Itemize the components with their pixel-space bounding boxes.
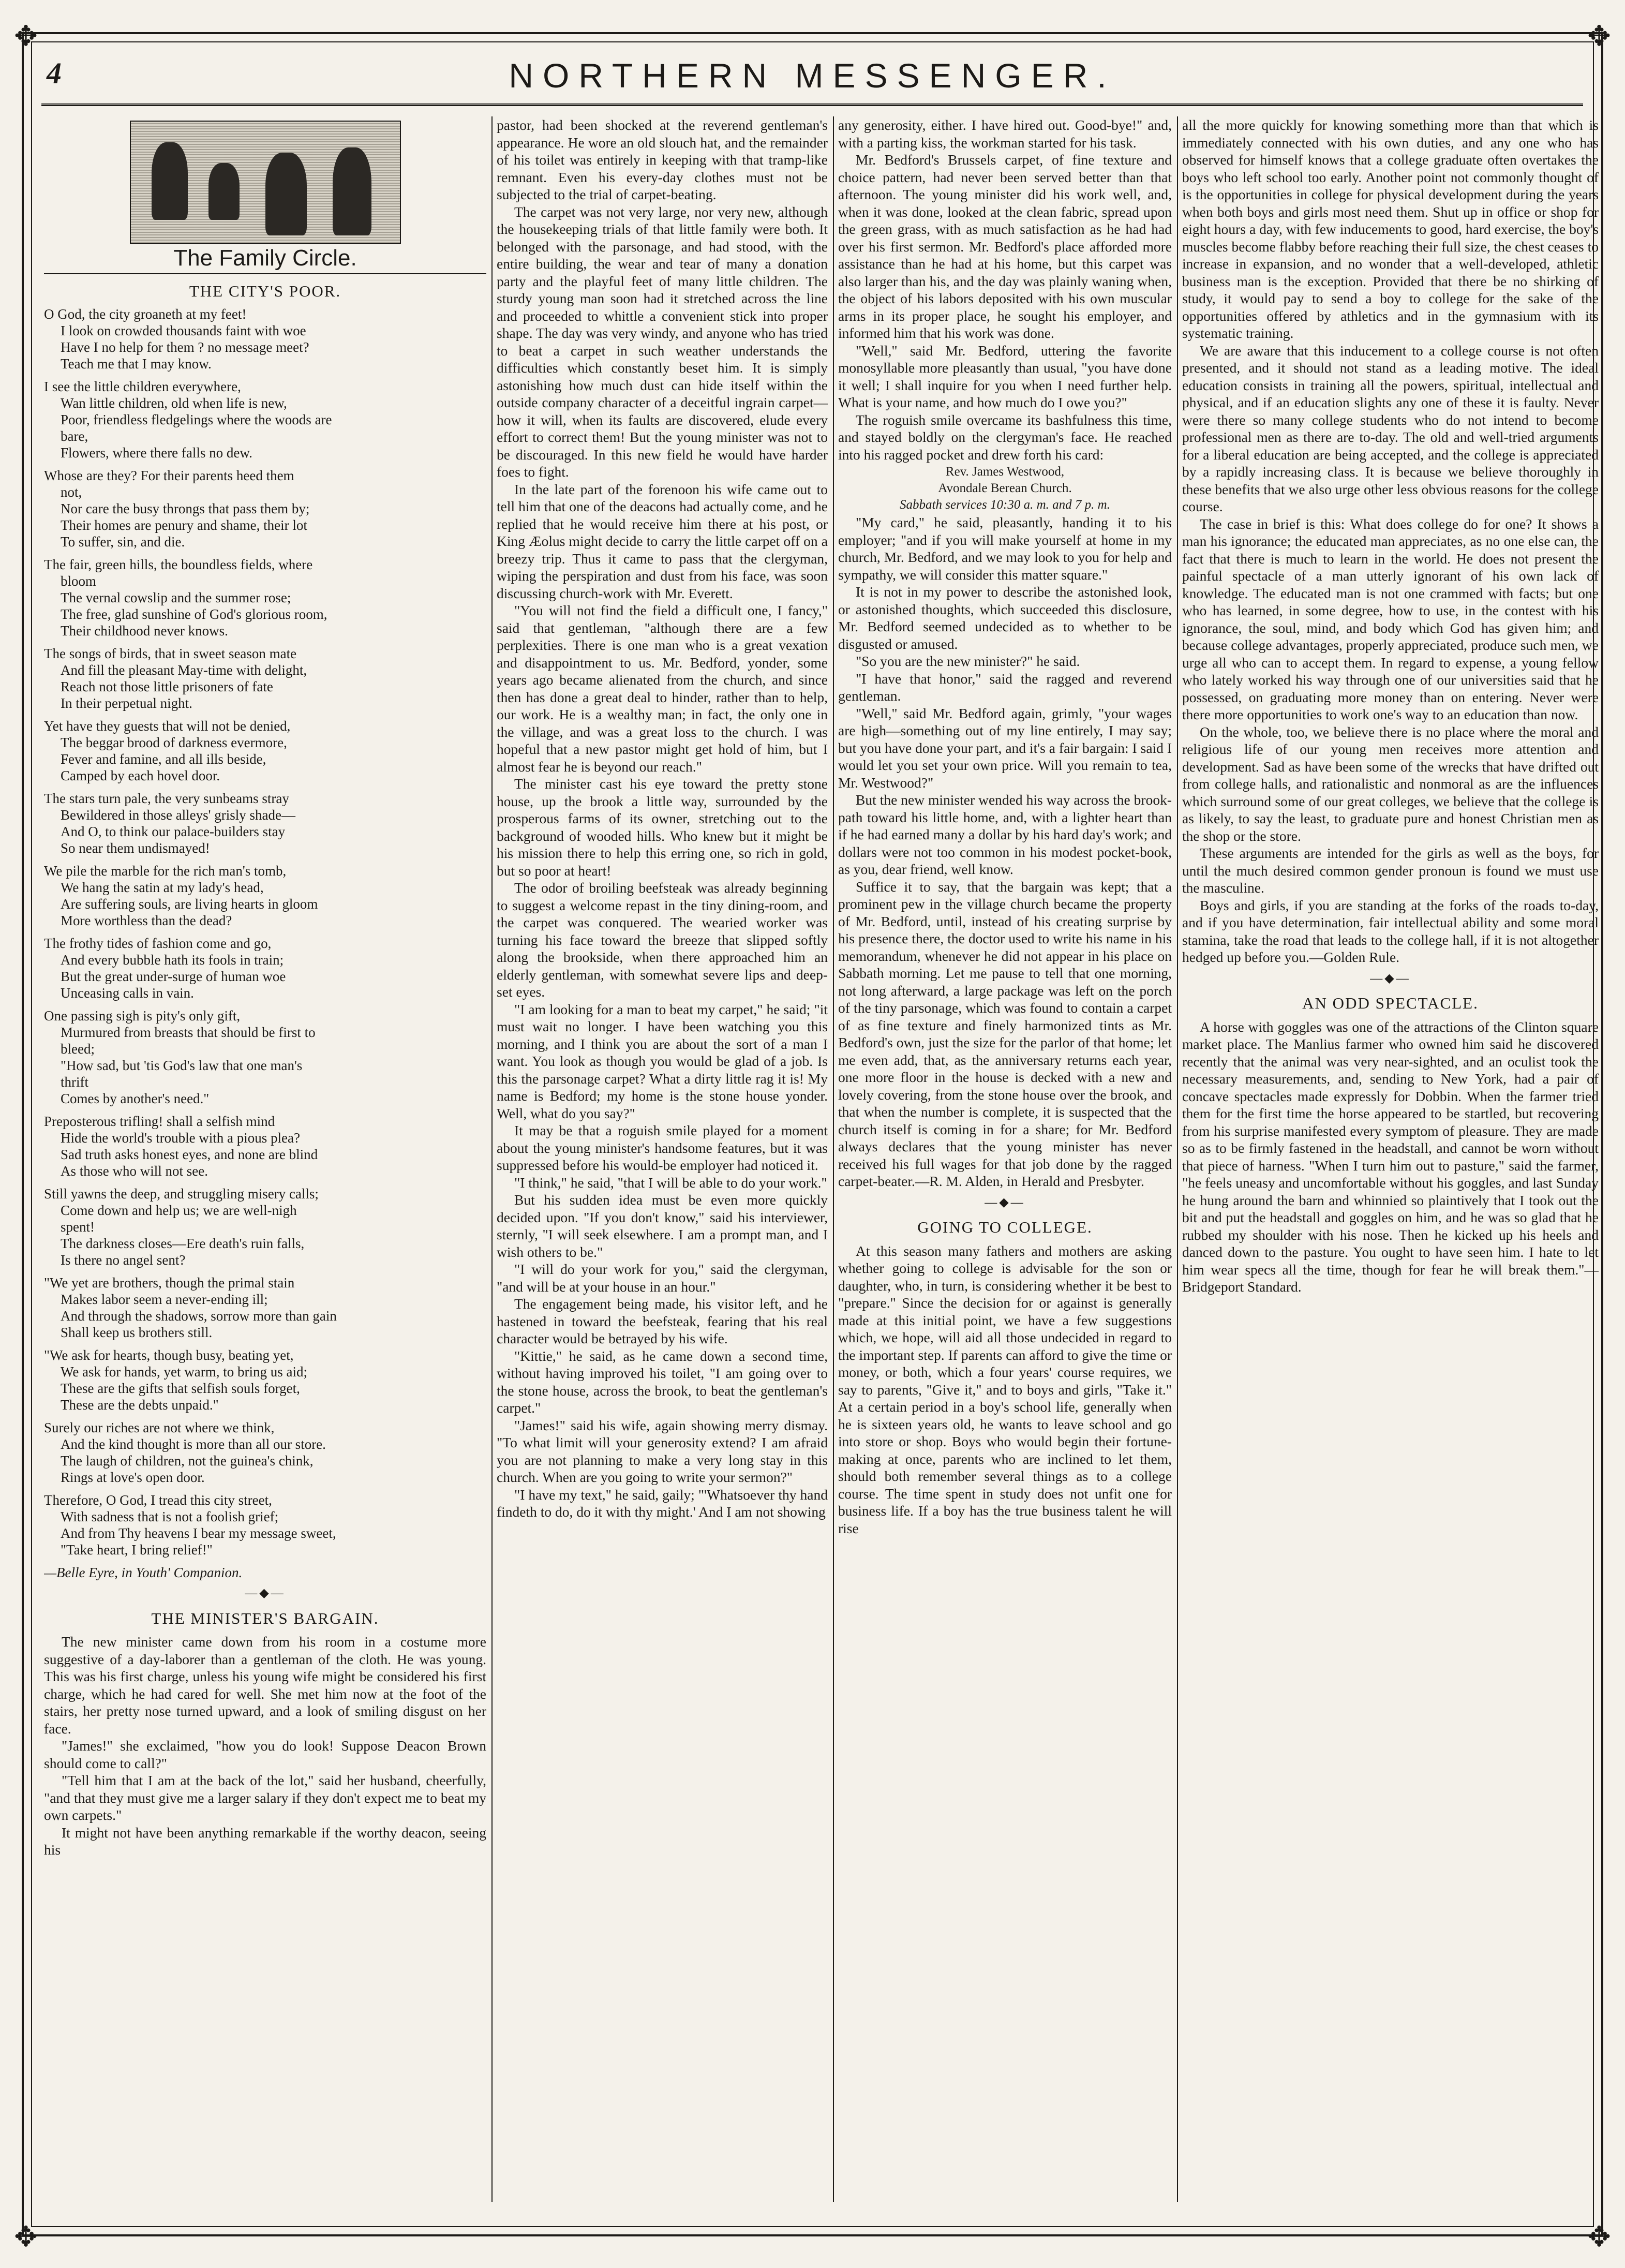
story-paragraph: "I will do your work for you," said the clergyman, "and will be at your house in an hour." [497,1261,828,1295]
poem-line: "We yet are brothers, though the primal stain [44,1275,295,1291]
poem-line: Still yawns the deep, and struggling misery calls; [44,1186,319,1202]
poem-line: Nor care the busy throngs that pass them by; [61,501,310,516]
story-paragraph: "I think," he said, "that I will be able to do your work." [514,1174,827,1191]
article-paragraph: all the more quickly for knowing something more than that which is immediately connected with his own duties, and any one who has observed for himself knows that a college graduate often overtakes the boys who left school too early. Another point not commonly thought of is the opportunities in college for physical development during the years when both boys and girls most need them. Shut up in office or shop for eight hours a day, with few inducements to good, hard exercise, the boy's muscles become flabby before reaching their full size, the chest ceases to increase in expansion, and no wonder that a well-developed, athletic business man is the exception. Provided that there be no shirking of study, it would pay to send a boy to college for the sake of the opportunities offered by athletics and in the gymnasium with its systematic training. [1182,117,1599,341]
story-paragraph: The minister cast his eye toward the pretty stone house, up the brook a little way, surrounded by the prosperous farms of its owner, stretching out to the background of wooded hills. Who knew but it might be his mission there to help this erring one, so rich in gold, but so poor at heart! [497,776,828,879]
story-paragraph: The carpet was not very large, nor very new, although the housekeeping trials of that little family were both. It belonged with the parsonage, and had stood, with the entire building, the wear and tear of many a donation party and the playful feet of many little children. The sturdy young man soon had it stretched across the line and proceeded to whittle a convenient stick into proper shape. The day was very windy, and anyone who has tried to beat a carpet in such weather understands the difficulties which constantly beset him. It is simply astonishing how much dust can hide itself within the outside company character of a deceitful ingrain carpet—how it will, when its faults are discovered, elude every effort to correct them! But the young minister was not to be discouraged. In this new field he would have harder foes to fight. [497,203,828,480]
poem-stanza [44,1274,486,1341]
article-paragraph: The case in brief is this: What does college do for one? It shows a man his ignorance; the educated man appreciates, as no one else can, the fact that there is much to learn in the world. He does not present the painful spectacle of a man utterly ignorant of his own lack of knowledge. The educated man is not one crammed with facts; but one who has learned, in some degree, how to use, in the contest with his ignorance, the soul, mind, and body which God has given him; and because college advantages, properly appreciated, produce such men, we urge all who can to accept them. In regard to expense, a young fellow who lately worked his way through one of our universities said that he possessed, on graduating more money than on entering. Never were there more opportunities to work one's way to an education than now. [1182,515,1599,722]
poem-line: With sadness that is not a foolish grief; [61,1509,279,1524]
poem-stanza [44,718,486,784]
poem-line: Their homes are penury and shame, their lot [61,517,307,533]
story-paragraph: It is not in my power to describe the astonished look, or astonished thoughts, which succeeded this disclosure, Mr. Bedford seemed undecided as to whether to be disgusted or amused. [838,584,1172,652]
story-paragraph: "Well," said Mr. Bedford again, grimly, "your wages are high—something out of my line entirely, I may say; but you have done your part, and it's a fair bargain: I said I would let you set your own price. Will you remain to tea, Mr. Westwood?" [838,705,1172,791]
story-paragraph: "James!" said his wife, again showing merry dismay. "To what limit will your generosity extend? I am afraid you are not planning to make a very long stay in this church. When are you going to write your sermon?" [497,1417,828,1485]
poem-line: But the great under-surge of human woe [61,969,286,984]
poem-line: Murmured from breasts that should be first to [61,1025,316,1040]
poem-line: thrift [61,1074,88,1090]
family-circle-engraving [130,121,401,244]
article-paragraph: We are aware that this inducement to a college course is not often presented, and it should not stand as a leading motive. The ideal education consists in training all the powers, spiritual, intellectual and physical, and if an education slights any one of these it is faulty. Never were there so many college students who do not intend to become professional men as there are to-day. The old and well-tried arguments for a liberal education are being accepted, and the college is appreciated by a rapidly increasing class. It is because we believe thoroughly in these benefits that we also urge other less obvious reasons for the college course. [1182,342,1599,514]
poem-line: We hang the satin at my lady's head, [61,880,264,895]
article-paragraph: Boys and girls, if you are standing at the forks of the roads to-day, and if you have determination, fair intellectual ability and some moral stamina, take the road that leads to the college hall, if it is not altogether hedged up before you.—Golden Rule. [1182,897,1599,965]
poem-stanza [44,306,486,372]
poem-stanza [44,556,486,639]
calling-card-services: Sabbath services 10:30 a. m. and 7 p. m. [900,498,1110,512]
poem-stanza [44,1113,486,1179]
poem-line: Poor, friendless fledgelings where the woods are [61,412,332,427]
poem-line: More worthless than the dead? [61,913,232,928]
article-paragraph: On the whole, too, we believe there is no place where the moral and religious life of our young men receives more attention and development. Sad as have been some of the wrecks that have drifted out from college halls, and rationalistic and nonmoral as are the influences which surround some of our great colleges, we believe that the college is as likely, to say the least, to graduate pure and honest Christian men as the shop or the store. [1182,723,1599,844]
story-paragraph: Mr. Bedford's Brussels carpet, of fine texture and choice pattern, had never been served better than that afternoon. The young minister did his work well, and, when it was done, looked at the clean fabric, spread upon the green grass, with as much satisfaction as he had had over his first sermon. Mr. Bedford's place afforded more assistance than he had at his home, but this carpet was also larger than his, and the day was plainly waning when, the object of his labors deposited with his own muscular arms in its proper place, he sought his employer, and informed him that his work was done. [838,152,1172,341]
poem-line: These are the gifts that selfish souls forget, [61,1381,300,1396]
poem-line: Hide the world's trouble with a pious plea? [61,1130,301,1146]
corner-ornament-icon: ✥ [14,21,38,52]
poem-line: Fever and famine, and all ills beside, [61,751,266,767]
poem-line: Come down and help us; we are well-nigh [61,1203,297,1218]
poem-stanza [44,645,486,711]
poem-stanza [44,1419,486,1486]
poem-line: not, [61,484,82,500]
poem-line: So near them undismayed! [61,840,210,856]
story-paragraph: "You will not find the field a difficult one, I fancy," said that gentleman, "although there are a few perplexities. There is one man who is a great vexation and disappointment to us. Mr. Bedford, yonder, some years ago became alienated from the church, and since then has done a great deal to hinder, rather than to help, our work. He is a wealthy man; in fact, the only one in the village, and was a great loss to the church. I was hopeful that a new pastor might get hold of him, but I almost fear he is beyond our reach." [497,602,828,775]
story-paragraph: It might not have been anything remarkable if the worthy deacon, seeing his [44,1824,486,1858]
story-paragraph: It may be that a roguish smile played for a moment about the young minister's handsome features, but it was suppressed before his would-be employer had noticed it. [497,1122,828,1173]
separator: —◆— [985,1195,1025,1209]
section-heading: The Family Circle. [44,249,486,274]
poem-line: The darkness closes—Ere death's ruin falls, [61,1236,305,1251]
poem-line: spent! [61,1219,95,1235]
poem-stanza [44,1185,486,1268]
poem-line: And fill the pleasant May-time with delight, [61,662,307,678]
poem-line: And O, to think our palace-builders stay [61,824,286,839]
poem-line: Have I no help for them ? no message meet? [61,339,309,355]
poem-line: Their childhood never knows. [61,623,228,639]
article-paragraph: A horse with goggles was one of the attractions of the Clinton square market place. The Manlius farmer who owned him said he discovered recently that the animal was very near-sighted, and an oculist took the necessary measurements, and, sending to New York, had a pair of concave spectacles made expressly for Dobbin. When the farmer tried them for the first time the horse appeared to be startled, but recovering from his surprise manifested every symptom of pleasure. They are made so as to be firmly fastened in the headstall, and cannot be worn without that piece of harness. "When I turn him out to pasture," said the farmer, "he feels uneasy and uncomfortable without his goggles, and last Sunday he hung around the barn and whinnied so plaintively that I took out the bit and put the headstall and goggles on him, and he was so glad that he rubbed my shoulder with his nose. Then he kicked up his heels and danced down to the pasture. You ought to have seen him. I hate to let him wear specs all the time, though for fear he will break them."—Bridgeport Standard. [1182,1018,1599,1295]
story-paragraph: "Well," said Mr. Bedford, uttering the favorite monosyllable more pleasantly than usual, "you have done it well; I shall inquire for you when I need further help. What is your name, and how much do I owe you?" [838,342,1172,410]
poem-line: "How sad, but 'tis God's law that one man's [61,1058,303,1073]
column-divider [491,116,493,2202]
story-paragraph: "Tell him that I am at the back of the lot," said her husband, cheerfully, "and that they must give me a larger salary if they don't expect me to beat my own carpets." [44,1772,486,1823]
poem-stanza [44,1007,486,1107]
poem-stanza [44,935,486,1001]
story-paragraph: But his sudden idea must be even more quickly decided upon. "If you don't know," said his interviewer, sternly, "I will seek elsewhere. I am a prompt man, and I wish others to be." [497,1192,828,1260]
poem-line: "We ask for hearts, though busy, beating yet, [44,1347,294,1363]
column-divider [1177,116,1178,2202]
poem-line: The stars turn pale, the very sunbeams stray [44,791,289,806]
story-paragraph: any generosity, either. I have hired out. Good-bye!" and, with a parting kiss, the workman started for his task. [838,117,1172,151]
poem-line: Preposterous trifling! shall a selfish mind [44,1114,275,1129]
poem-line: Shall keep us brothers still. [61,1325,213,1340]
poem-line: We pile the marble for the rich man's tomb, [44,863,287,879]
poem-line: As those who will not see. [61,1163,208,1179]
article-paragraph: These arguments are intended for the girls as well as the boys, for until the much desired common gender pronoun is found we must use the masculine. [1182,845,1599,896]
page-number: 4 [47,56,62,90]
header-rule [41,103,1583,106]
poem-line: The songs of birds, that in sweet season mate [44,646,297,661]
corner-ornament-icon: ✥ [14,2221,38,2252]
story-paragraph: Suffice it to say, that the bargain was kept; that a prominent pew in the village church became the property of Mr. Bedford, until, instead of his creating surprise by his presence there, the doctor used to write his name in his memorandum, whenever he did not appear in his place on Sabbath morning. Let me pause to tell that one morning, not long afterward, a large package was left on the porch of the tiny parsonage, which was found to contain a carpet of as fine texture and finely harmonized tints as Mr. Bedford's own, just the size for the parlor of that home; let me even add, that, as the anniversary returns each year, one more floor in the house is decked with a new and lovely covering, from the stone house over the brook, and that when the number is complete, it is suspected that the church itself is coming in for a share; for Mr. Bedford always declares that the young minister has never received his full wages for that job done by the ragged carpet-beater.—R. M. Alden, in Herald and Presbyter. [838,878,1172,1189]
story-paragraph: "My card," he said, pleasantly, handing it to his employer; "and if you will make yourself at home in my church, Mr. Bedford, and we may look to you for help and sympathy, we will consider this matter square." [838,514,1172,583]
poem-line: bloom [61,573,97,589]
story-paragraph: In the late part of the forenoon his wife came out to tell him that one of the deacons had actually come, and he replied that he would receive him there at his post, or King Æolus might decide to carry the little carpet off on a breezy trip. Thus it came to pass that the clergyman, wiping the perspiration and dust from his face, was soon discussing church-work with Mr. Everett. [497,481,828,601]
poem-line: Is there no angel sent? [61,1252,186,1268]
story-paragraph: The engagement being made, his visitor left, and he hastened in toward the beefsteak, fearing that his real character would be betrayed by his wife. [497,1296,828,1346]
poem-line: Flowers, where there falls no dew. [61,445,252,461]
poem-line: Surely our riches are not where we think, [44,1420,275,1435]
poem-line: And through the shadows, sorrow more than gain [61,1308,337,1324]
story-paragraph: The new minister came down from his room in a costume more suggestive of a day-laborer than a gentleman of the cloth. He was young. This was his first charge, unless his young wife might be considered his first charge, which he had cared for well. She met him now at the foot of the stairs, her pretty nose turned upward, and a look of smiling disgust on her face. [44,1634,486,1737]
poem-line: Camped by each hovel door. [61,768,220,783]
poem-stanza [44,467,486,550]
calling-card-church: Avondale Berean Church. [938,481,1072,495]
poem-stanza [44,790,486,856]
poem-line: These are the debts unpaid." [61,1397,219,1413]
poem-line: The vernal cowslip and the summer rose; [61,590,291,605]
poem-line: Comes by another's need." [61,1091,210,1106]
poem [44,306,486,1558]
poem-stanza [44,1492,486,1558]
poem-line: Therefore, O God, I tread this city street, [44,1492,272,1508]
calling-card-name: Rev. James Westwood, [945,465,1065,479]
story-paragraph: The odor of broiling beefsteak was already beginning to suggest a welcome repast in the tiny dining-room, and the carpet was conquered. The wearied worker was turning his face toward the breeze that slipped softly along the brookside, when there approached him an elderly gentleman, with somewhat severe lips and deep-set eyes. [497,880,828,1000]
poem-line: And the kind thought is more than all our store. [61,1436,326,1452]
corner-ornament-icon: ✥ [1587,2221,1611,2252]
poem-line: Unceasing calls in vain. [61,985,194,1001]
poem-line: The beggar brood of darkness evermore, [61,735,287,750]
masthead: NORTHERN MESSENGER. [509,56,1116,95]
column-1 [44,116,486,2202]
separator: —◆— [1370,971,1411,985]
poem-line: Teach me that I may know. [61,356,212,372]
poem-line: One passing sigh is pity's only gift, [44,1008,241,1024]
story-paragraph: "James!" she exclaimed, "how you do look! Suppose Deacon Brown should come to call?" [44,1738,486,1771]
story-paragraph: "I have that honor," said the ragged and reverend gentleman. [838,670,1172,704]
poem-line: In their perpetual night. [61,695,192,711]
corner-ornament-icon: ✥ [1587,21,1611,52]
story-paragraph: "I have my text," he said, gaily; "'Whatsoever thy hand findeth to do, do it with thy might.' And I am not showing [497,1486,828,1520]
poem-line: And from Thy heavens I bear my message sweet, [61,1525,336,1541]
story-paragraph: "So you are the new minister?" he said. [856,653,1080,669]
poem-stanza [44,1347,486,1413]
poem-line: I see the little children everywhere, [44,379,241,394]
story-paragraph: "Kittie," he said, as he came down a second time, without having improved his toilet, "I am going over to the stone house, across the brook, to beat the gentleman's carpet." [497,1347,828,1416]
poem-line: I look on crowded thousands faint with woe [61,323,306,338]
poem-line: The fair, green hills, the boundless fields, where [44,557,313,572]
poem-line: Wan little children, old when life is new, [61,395,287,411]
poem-line: The frothy tides of fashion come and go, [44,936,272,951]
article-paragraph: At this season many fathers and mothers are asking whether going to college is advisable for the son or daughter, who, in turn, is considering whether it be best to "prepare." Since the decision for or against is generally made at this initial point, we have a few suggestions which, we hope, will aid all those undecided in regard to the important step. If parents can afford to give the time or money, or both, which a four years' course requires, we say to parents, "Give it," and to boys and girls, "Take it." At a certain period in a boy's school life, generally when he is sixteen years old, he wants to leave school and go into store or shop. Boys who would begin their fortune-making at once, parents who are inclined to let them, should both remember several things as to a college course. The time spent in study does not unfit one for business life. If a boy has the true business talent he will rise [838,1242,1172,1536]
poem-line: O God, the city groaneth at my feet! [44,306,247,322]
poem-attribution: —Belle Eyre, in Youth' Companion. [44,1565,243,1580]
story-title: THE MINISTER'S BARGAIN. [151,1609,379,1627]
poem-line: Rings at love's open door. [61,1470,205,1485]
page-header [36,56,1588,97]
poem-line: Makes labor seem a never-ending ill; [61,1292,268,1307]
poem-line: Are suffering souls, are living hearts in gloom [61,896,318,912]
story-paragraph: "I am looking for a man to beat my carpet," he said; "it must wait no longer. I have been watching you this morning, and I think you are about the sort of a man I want. You look as though you would be glad of a job. Is this the parsonage carpet? What a dirty little rag it is! My name is Bedford; my home is the stone house yonder. Well, what do you say?" [497,1001,828,1121]
poem-line: To suffer, sin, and die. [61,534,185,550]
poem-title: THE CITY'S POOR. [189,281,341,300]
column-2 [497,116,828,2202]
column-4 [1182,116,1599,2202]
article-title: GOING TO COLLEGE. [917,1218,1093,1236]
story-paragraph: But the new minister wended his way across the brook-path toward his little home, and, with a lighter heart than if he had earned many a dollar by his hard day's work; and dollars were not too common in his modest pocket-book, as you, dear friend, well know. [838,792,1172,877]
poem-line: "Take heart, I bring relief!" [61,1542,213,1558]
poem-line: And every bubble hath its fools in train; [61,952,284,968]
poem-line: The free, glad sunshine of God's glorious room, [61,606,327,622]
poem-line: Yet have they guests that will not be denied, [44,718,291,734]
poem-line: bare, [61,428,88,444]
poem-stanza [44,863,486,929]
poem-line: Reach not those little prisoners of fate [61,679,273,694]
poem-line: Sad truth asks honest eyes, and none are blind [61,1147,318,1162]
column-divider [833,116,834,2202]
poem-stanza [44,378,486,461]
poem-line: bleed; [61,1041,95,1057]
column-3 [838,116,1172,2202]
separator: —◆— [245,1587,286,1600]
story-paragraph: The roguish smile overcame its bashfulness this time, and stayed boldly on the clergyman's face. He reached into his ragged pocket and drew forth his card: [838,411,1172,463]
story-paragraph: pastor, had been shocked at the reverend gentleman's appearance. He wore an old slouch hat, and the remainder of his toilet was entirely in keeping with that tramp-like remnant. Even his every-day clothes must not be subjected to the trial of carpet-beating. [497,117,828,202]
poem-line: Bewildered in those alleys' grisly shade— [61,807,296,823]
poem-line: Whose are they? For their parents heed them [44,468,294,483]
poem-line: We ask for hands, yet warm, to bring us aid; [61,1364,307,1380]
article-title: AN ODD SPECTACLE. [1302,994,1479,1012]
poem-line: The laugh of children, not the guinea's chink, [61,1453,314,1469]
